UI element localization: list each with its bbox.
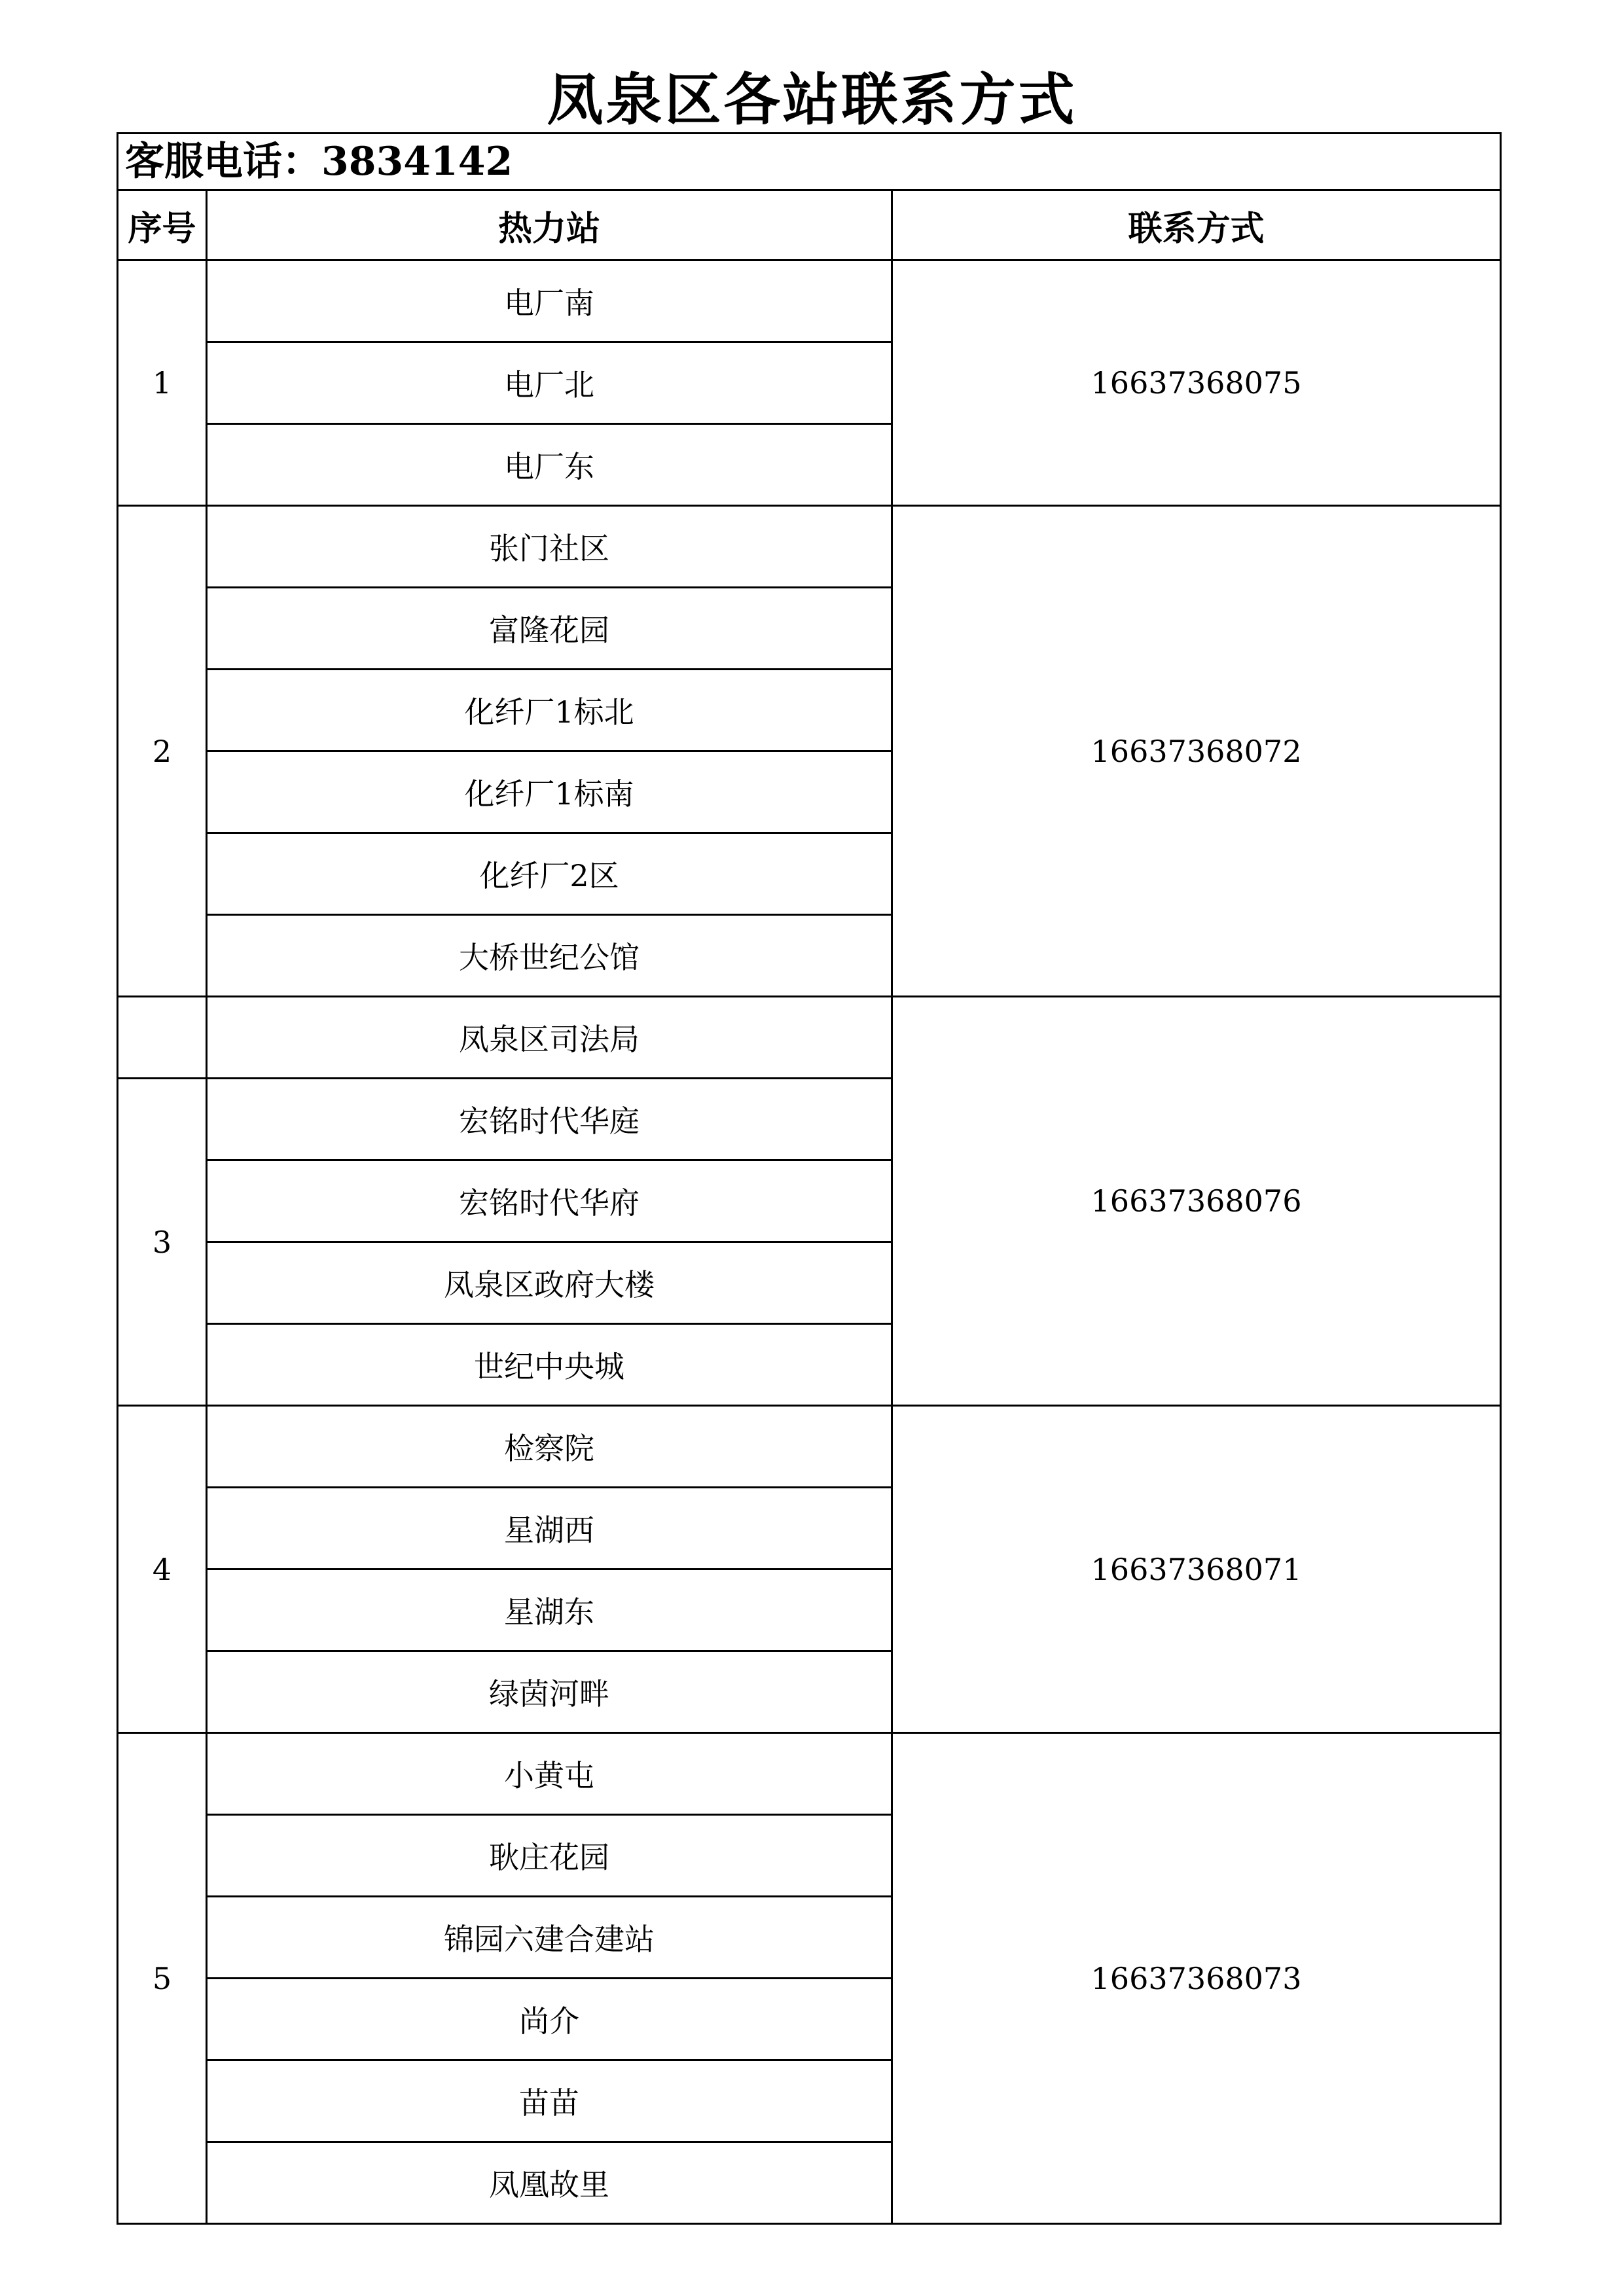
station-name: 宏铭时代华庭: [207, 1079, 892, 1160]
group-seq: 3: [118, 1079, 207, 1406]
header-station: 热力站: [207, 190, 892, 260]
station-name: 耿庄花园: [207, 1815, 892, 1897]
group-seq: 5: [118, 1733, 207, 2224]
station-name: 凤泉区司法局: [207, 997, 892, 1079]
contact-phone: 16637368072: [892, 506, 1501, 997]
station-name: 星湖西: [207, 1488, 892, 1570]
group-seq: 2: [118, 506, 207, 997]
station-name: 宏铭时代华府: [207, 1160, 892, 1242]
station-name: 化纤厂1标南: [207, 751, 892, 833]
station-name: 电厂北: [207, 342, 892, 424]
station-name: 锦园六建合建站: [207, 1897, 892, 1979]
table-row: [118, 1733, 1501, 1815]
station-name: 化纤厂2区: [207, 833, 892, 915]
station-name: 电厂南: [207, 260, 892, 342]
group-seq: 4: [118, 1406, 207, 1733]
station-name: 小黄屯: [207, 1733, 892, 1815]
station-name: 凤凰故里: [207, 2142, 892, 2224]
group-seq: [118, 997, 207, 1079]
table-row: [118, 260, 1501, 342]
table-row: [118, 997, 1501, 1079]
station-name: 检察院: [207, 1406, 892, 1488]
station-name: 电厂东: [207, 424, 892, 506]
station-name: 大桥世纪公馆: [207, 915, 892, 997]
group-seq: 1: [118, 260, 207, 506]
station-name: 世纪中央城: [207, 1324, 892, 1406]
header-seq: 序号: [118, 190, 207, 260]
contact-phone: 16637368076: [892, 997, 1501, 1406]
station-name: 张门社区: [207, 506, 892, 588]
contact-phone: 16637368073: [892, 1733, 1501, 2224]
table-row: [118, 1406, 1501, 1488]
station-name: 凤泉区政府大楼: [207, 1242, 892, 1324]
table-row: [118, 506, 1501, 588]
customer-service-hotline: 客服电话：3834142: [118, 134, 1501, 190]
station-name: 化纤厂1标北: [207, 670, 892, 751]
station-contact-table: [117, 132, 1502, 2225]
station-name: 苗苗: [207, 2060, 892, 2142]
station-name: 富隆花园: [207, 588, 892, 670]
station-name: 绿茵河畔: [207, 1651, 892, 1733]
header-contact: 联系方式: [892, 190, 1501, 260]
contact-phone: 16637368075: [892, 260, 1501, 506]
page-title: 凤泉区各站联系方式: [547, 67, 1077, 133]
station-name: 尚介: [207, 1979, 892, 2060]
contact-phone: 16637368071: [892, 1406, 1501, 1733]
station-name: 星湖东: [207, 1570, 892, 1651]
table-header-row: [118, 190, 1501, 260]
